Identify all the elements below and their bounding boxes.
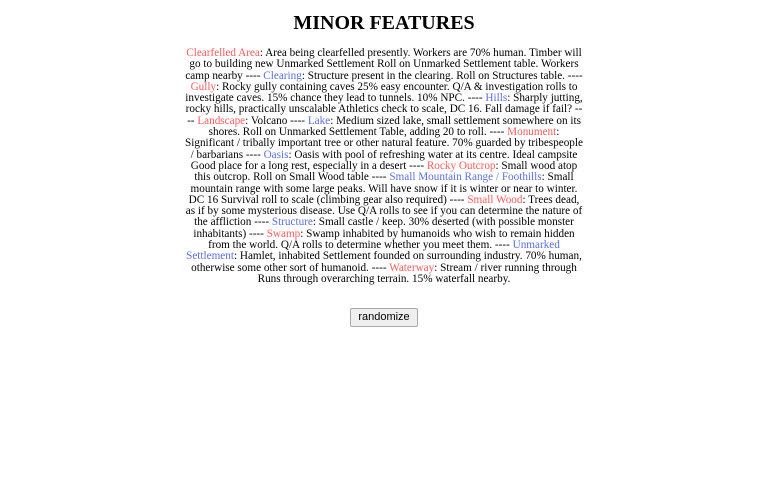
entry-description: : Structure present in the clearing. Roll on Structures table. (301, 69, 568, 82)
entry-description: : Rocky gully containing caves 25% easy encounter. Q/A & investigation rolls to investigate caves. 15% chance they lead to tunnels. 10% NPC. (185, 80, 578, 105)
entry-separator: ---- (290, 114, 308, 127)
entry-term[interactable]: Monument (507, 126, 557, 139)
entry-description: : Area being clearfelled presently. Workers are 70% human. Timber will go to building new Unmarked Settlement Roll on Unmarked Settlement table. Workers camp nearby (185, 47, 582, 82)
entry-description: : Trees dead, as if by some mysterious disease. Use Q/A rolls to see if you can determine the nature of the affliction (185, 193, 583, 229)
entry-term[interactable]: Waterway (389, 261, 435, 274)
entry-paragraph (184, 48, 584, 285)
entry-separator: ---- (187, 103, 583, 127)
entry-separator: ---- (371, 261, 390, 274)
entry-description: : Small wood atop this outcrop. Roll on Small Wood table (194, 159, 578, 184)
entry-description: : Significant / tribally important tree or other natural feature. 70% guarded by tribespeople / barbarians (185, 126, 583, 161)
entry-description: : Medium sized lake, small settlement somewhere on its shores. Roll on Unmarked Settlement Table, adding 20 to roll. (208, 114, 581, 139)
entry-separator: ---- (254, 216, 272, 229)
entry-separator: ---- (489, 126, 508, 139)
entry-description: : Volcano (245, 114, 291, 127)
entry-term[interactable]: Structure (271, 216, 313, 229)
entry-separator: ---- (248, 227, 267, 240)
entry-term[interactable]: Swamp (266, 227, 301, 240)
entry-term[interactable]: Small Wood (467, 193, 523, 206)
entry-term[interactable]: Clearfelled Area (186, 47, 260, 59)
entry-term[interactable]: Lake (307, 114, 331, 127)
entry-term[interactable]: Hills (485, 92, 508, 105)
entry-separator: ---- (467, 92, 486, 105)
entry-separator: ---- (245, 148, 264, 161)
entry-term[interactable]: Gully (190, 80, 217, 93)
entries-container (184, 48, 584, 285)
entry-separator: ---- (245, 69, 264, 82)
entry-description: : Small castle / keep. 30% deserted (with possible monster inhabitants) (193, 216, 574, 240)
entry-separator: ---- (409, 159, 427, 172)
randomize-button[interactable]: randomize (350, 308, 417, 327)
page-title: MINOR FEATURES (293, 12, 475, 34)
entry-description: : Small mountain range with some large peaks. Will have snow if it is winter or near to winter. DC 16 Survival roll to scale (climbing gear also required) (188, 171, 578, 206)
entry-term[interactable]: Unmarked Settlement (186, 239, 560, 263)
entry-description: : Oasis with pool of refreshing water at its centre. Ideal campsite Good place for a long rest, especially in a desert (190, 148, 578, 172)
entry-separator: ---- (494, 239, 513, 252)
entry-description: : Swamp inhabited by humanoids who wish to remain hidden from the world. Q/A rolls to determine whether you meet them. (208, 227, 575, 252)
entry-separator: ---- (567, 69, 583, 82)
entry-term[interactable]: Small Mountain Range / Foothills (389, 171, 542, 184)
entry-description: : Hamlet, inhabited Settlement founded on surrounding industry. 70% human, otherwise some other sort of humanoid. (191, 250, 582, 274)
entry-term[interactable]: Rocky Outcrop (426, 159, 496, 172)
entry-term[interactable]: Clearing (263, 69, 302, 82)
button-row (0, 307, 768, 327)
entry-separator: ---- (371, 171, 390, 184)
entry-term[interactable]: Oasis (263, 148, 289, 161)
entry-separator: ---- (449, 193, 468, 206)
entry-term[interactable]: Landscape (197, 114, 246, 127)
entry-description: : Sharply jutting, rocky hills, practically unscalable Athletics check to scale, DC 16. Fall damage if fail? (185, 92, 583, 116)
entry-description: : Stream / river running through Runs through overarching terrain. 15% waterfall nearby. (257, 261, 577, 285)
